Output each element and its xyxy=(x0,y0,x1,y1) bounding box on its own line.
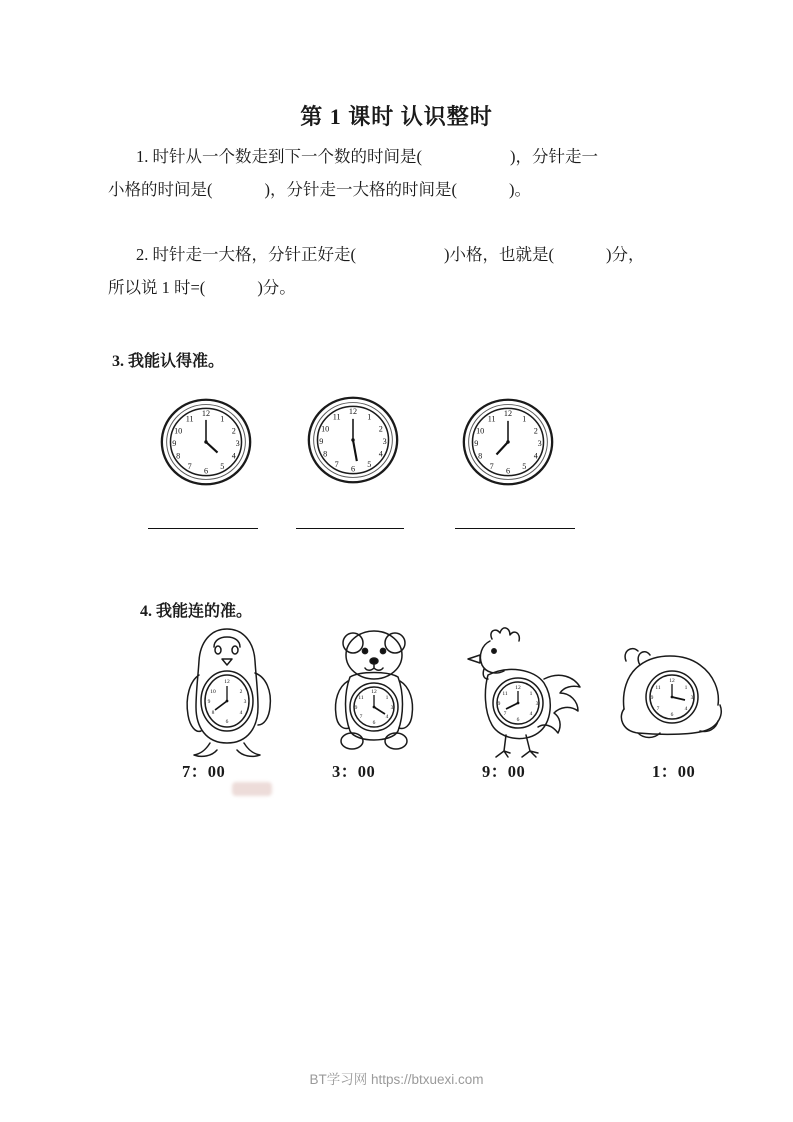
svg-text:6: 6 xyxy=(505,466,511,476)
svg-text:9: 9 xyxy=(497,701,501,707)
svg-text:8: 8 xyxy=(323,449,328,459)
svg-text:10: 10 xyxy=(210,689,216,695)
question-1-text-d: )，分针走一大格的时间是( xyxy=(264,180,457,199)
answer-line-1[interactable] xyxy=(148,528,258,529)
time-label-1: 7：00 xyxy=(182,762,226,781)
answer-lines xyxy=(0,528,793,532)
svg-text:4: 4 xyxy=(684,706,688,712)
svg-text:1: 1 xyxy=(385,695,389,701)
svg-text:3: 3 xyxy=(390,705,394,711)
question-1-text-e: )。 xyxy=(509,180,531,199)
question-3-heading: 3. 我能认得准。 xyxy=(112,353,225,370)
figure-snail xyxy=(600,621,750,771)
svg-text:4: 4 xyxy=(239,710,243,716)
paper-smudge xyxy=(232,782,272,796)
svg-text:10: 10 xyxy=(174,426,183,436)
time-label-4: 1：00 xyxy=(652,762,696,781)
clock-2 xyxy=(305,392,401,488)
svg-text:1: 1 xyxy=(522,414,527,424)
svg-text:3: 3 xyxy=(235,438,240,448)
svg-text:10: 10 xyxy=(476,426,485,436)
clock-1 xyxy=(158,394,254,490)
time-label-row xyxy=(0,758,793,786)
svg-text:2: 2 xyxy=(378,424,383,434)
svg-text:12: 12 xyxy=(224,679,230,685)
svg-text:2: 2 xyxy=(231,426,236,436)
svg-text:5: 5 xyxy=(367,459,372,469)
question-2-text-d: 所以说 1 时=( xyxy=(108,278,206,297)
svg-text:1: 1 xyxy=(529,691,533,697)
figure-penguin xyxy=(152,615,302,765)
svg-text:8: 8 xyxy=(176,451,181,461)
svg-text:3: 3 xyxy=(535,701,539,707)
svg-text:11: 11 xyxy=(358,695,364,701)
svg-text:2: 2 xyxy=(533,426,538,436)
svg-text:1: 1 xyxy=(220,414,225,424)
figure-rooster xyxy=(448,615,598,765)
svg-text:9: 9 xyxy=(319,436,324,446)
svg-text:11: 11 xyxy=(487,414,496,424)
svg-text:4: 4 xyxy=(533,451,538,461)
question-2-text-b: )小格，也就是( xyxy=(444,245,554,264)
svg-text:8: 8 xyxy=(478,451,483,461)
svg-text:12: 12 xyxy=(503,409,513,419)
footer-watermark: BT学习网 https://btxuexi.com xyxy=(309,1072,484,1087)
svg-text:9: 9 xyxy=(474,438,479,448)
bear-icon xyxy=(300,617,450,767)
svg-text:3: 3 xyxy=(690,695,694,701)
question-2-text-c: )分， xyxy=(606,245,645,264)
svg-text:7: 7 xyxy=(334,459,339,469)
clock-row xyxy=(0,392,793,502)
svg-text:10: 10 xyxy=(321,424,330,434)
question-2 xyxy=(108,238,708,304)
svg-text:12: 12 xyxy=(669,678,675,684)
svg-text:9: 9 xyxy=(207,699,211,705)
svg-text:7: 7 xyxy=(187,461,192,471)
question-4-heading: 4. 我能连的准。 xyxy=(140,603,253,620)
clock-3 xyxy=(460,394,556,490)
svg-text:9: 9 xyxy=(172,438,177,448)
clock-face-icon xyxy=(305,392,401,488)
svg-text:11: 11 xyxy=(185,414,194,424)
svg-text:6: 6 xyxy=(516,717,520,723)
answer-line-2[interactable] xyxy=(296,528,404,529)
page-title: 第 1 课时 认识整时 xyxy=(300,104,493,129)
svg-text:1: 1 xyxy=(684,685,688,691)
figure-bear xyxy=(300,617,450,767)
svg-text:12: 12 xyxy=(515,685,521,691)
clock-face-icon xyxy=(158,394,254,490)
svg-text:11: 11 xyxy=(655,685,661,691)
rooster-icon xyxy=(448,615,598,765)
clock-face-icon xyxy=(460,394,556,490)
svg-text:7: 7 xyxy=(359,714,363,720)
svg-text:3: 3 xyxy=(382,436,387,446)
question-1-text-b: )，分针走一 xyxy=(510,147,598,166)
svg-text:7: 7 xyxy=(656,706,660,712)
svg-text:9: 9 xyxy=(354,705,358,711)
time-label-3: 9：00 xyxy=(482,762,526,781)
svg-text:9: 9 xyxy=(650,695,654,701)
svg-text:6: 6 xyxy=(372,720,376,726)
time-label-2: 3：00 xyxy=(332,762,376,781)
svg-text:12: 12 xyxy=(371,689,377,695)
svg-text:4: 4 xyxy=(529,711,533,717)
svg-text:12: 12 xyxy=(201,409,211,419)
svg-text:11: 11 xyxy=(502,691,508,697)
svg-text:3: 3 xyxy=(537,438,542,448)
svg-text:4: 4 xyxy=(231,451,236,461)
svg-text:6: 6 xyxy=(203,466,209,476)
svg-text:4: 4 xyxy=(385,714,389,720)
svg-text:5: 5 xyxy=(220,461,225,471)
svg-text:6: 6 xyxy=(350,464,356,474)
svg-text:11: 11 xyxy=(332,412,341,422)
answer-line-3[interactable] xyxy=(455,528,575,529)
question-2-text-e: )分。 xyxy=(257,278,296,297)
penguin-icon xyxy=(152,615,302,765)
svg-text:1: 1 xyxy=(367,412,372,422)
question-1-text-c: 小格的时间是( xyxy=(108,180,213,199)
question-1 xyxy=(108,140,708,206)
svg-text:7: 7 xyxy=(489,461,494,471)
snail-icon xyxy=(600,621,750,771)
question-1-text-a: 1. 时针从一个数走到下一个数的时间是( xyxy=(136,147,422,166)
svg-text:6: 6 xyxy=(670,712,674,718)
svg-text:4: 4 xyxy=(378,449,383,459)
question-2-text-a: 2. 时针走一大格，分针正好走( xyxy=(136,245,356,264)
svg-text:5: 5 xyxy=(522,461,527,471)
svg-text:8: 8 xyxy=(211,710,215,716)
svg-text:3: 3 xyxy=(243,699,247,705)
svg-text:7: 7 xyxy=(503,711,507,717)
svg-text:6: 6 xyxy=(225,719,229,725)
svg-text:2: 2 xyxy=(239,689,243,695)
svg-text:12: 12 xyxy=(348,407,358,417)
